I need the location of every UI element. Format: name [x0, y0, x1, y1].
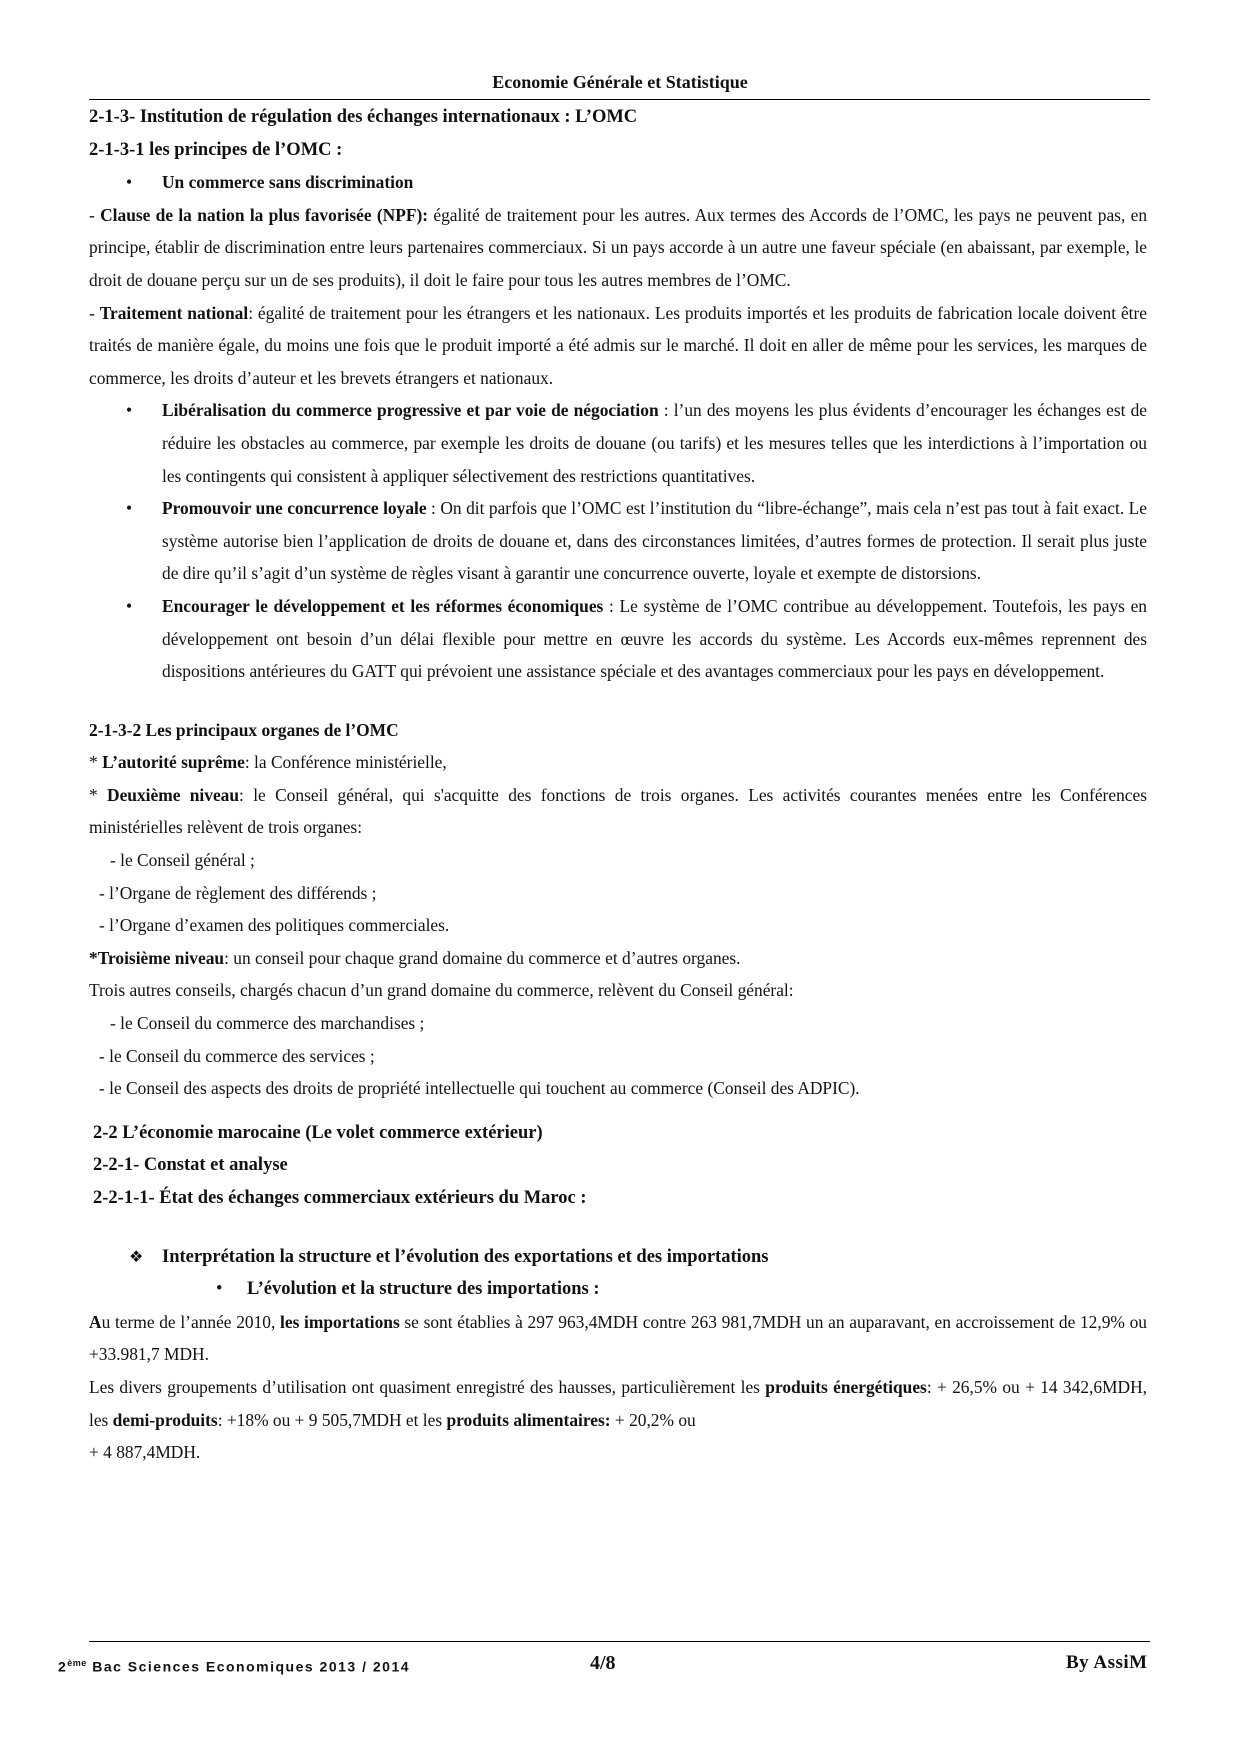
energetiques-label: produits énergétiques: [765, 1376, 927, 1397]
spacer: [89, 688, 1147, 714]
sub-bullet-heading: [89, 1273, 1147, 1306]
troisieme-text: : un conseil pour chaque grand domaine du commerce et d’autres organes.: [224, 947, 741, 968]
text-run: : + 26,5% ou + 14 342,6MDH, les: [89, 1376, 1147, 1430]
bullet-label: Encourager le développement et les réformes économiques: [162, 595, 604, 616]
paragraph-troisieme-niveau: [89, 942, 1147, 975]
footer-course: [58, 1658, 410, 1675]
page-number: 4/8: [590, 1652, 616, 1674]
tn-text: : égalité de traitement pour les étrangers et les nationaux. Les produits importés et les produits de fabrication locale doivent être traités de manière égale, du moins une fois que le produit importé a été admis sur le marché. Il doit en aller de même pour les services, les marques de commerce, les droits d’auteur et les brevets étrangers et nationaux.: [89, 302, 1148, 388]
footer-divider: [89, 1641, 1150, 1642]
bullet-label: Libéralisation du commerce progressive et par voie de négociation: [162, 400, 659, 421]
drop-initial: A: [89, 1311, 102, 1332]
diamond-bullet-icon: ❖: [129, 1246, 144, 1266]
diamond-heading-text: Interprétation la structure et l’évolution des exportations et des importations: [162, 1246, 769, 1267]
autorite-label: L’autorité suprême: [102, 752, 245, 773]
bullet-icon: •: [126, 595, 133, 616]
section-title-2-2: 2-2 L’économie marocaine (Le volet commerce extérieur): [93, 1122, 543, 1143]
diamond-heading: [89, 1241, 1147, 1274]
footer-author: By AssiM: [1066, 1652, 1148, 1673]
list-item: - l’Organe de règlement des différends ;: [99, 882, 377, 903]
tn-label: Traitement national: [99, 302, 249, 323]
bullet-icon: •: [126, 400, 133, 421]
troisieme-label: *Troisième niveau: [89, 947, 225, 968]
text-run: + 20,2% ou: [610, 1409, 696, 1430]
footer-course-number: 2: [58, 1658, 68, 1675]
deuxieme-text: : le Conseil général, qui s'acquitte des fonctions de trois organes. Les activités courantes menées entre les Conférences ministérielles relèvent de trois organes:: [89, 784, 1147, 838]
text-run: u terme de l’année 2010,: [101, 1311, 281, 1332]
bullet-text: : Le système de l’OMC contribue au développement. Toutefois, les pays en développement ont besoin d’un délai flexible pour mettre en œuvre les accords du système. Les Accords eux-mêmes reprennent des dispositions antérieures du GATT qui prévoient une assistance spéciale et des avantages commerciaux pour les pays en développement.: [162, 595, 1147, 682]
bullet-heading: [89, 166, 1147, 199]
section-title-2-1-3-1: 2-1-3-1 les principes de l’OMC :: [89, 139, 343, 160]
paragraph-traitement-national: - Traitement national: égalité de traitement pour les étrangers et les nationaux. Les produits importés et les produits de fabrication locale doivent être traités de manière égale, du moins une fois que le produit importé a été admis sur le marché. Il doit en aller de même pour les services, les marques de commerce, les droits d’auteur et les brevets étrangers et nationaux.: [89, 302, 1148, 388]
bullet-label: Un commerce sans discrimination: [162, 172, 414, 193]
paragraph-groupements: [89, 1371, 1147, 1436]
bullet-liberalisation: [89, 394, 1147, 492]
section-title-2-2-1-1: 2-2-1-1- État des échanges commerciaux extérieurs du Maroc :: [93, 1188, 587, 1208]
list-item: - le Conseil des aspects des droits de propriété intellectuelle qui touchent au commerce (Conseil des ADPIC).: [99, 1078, 860, 1099]
page-content: [89, 101, 1147, 1469]
paragraph-groupements-end: + 4 887,4MDH.: [89, 1442, 201, 1463]
npf-text: égalité de traitement pour les autres. Aux termes des Accords de l’OMC, les pays ne peuvent pas, en principe, établir de discrimination entre leurs partenaires commerciaux. Si un pays accorde à un autre une faveur spéciale (en abaissant, par exemple, le droit de douane perçu sur un de ses produits), il doit le faire pour tous les autres membres de l’OMC.: [89, 204, 1148, 290]
section-title-2-1-3: 2-1-3- Institution de régulation des échanges internationaux : L’OMC: [89, 107, 638, 127]
paragraph-importations: [89, 1306, 1147, 1371]
demi-produits-label: demi-produits: [112, 1409, 218, 1430]
list-item: - l’Organe d’examen des politiques commerciales.: [99, 915, 450, 936]
bullet-text: : On dit parfois que l’OMC est l’institution du “libre-échange”, mais cela n’est pas tout à fait exact. Le système autorise bien l’application de droits de douane et, dans des circonstances limitées, d’autres formes de protection. Il serait plus juste de dire qu’il s’agit d’un système de règles visant à garantir une concurrence ouverte, loyale et exempte de distorsions.: [162, 498, 1147, 584]
deuxieme-label: Deuxième niveau: [107, 784, 240, 805]
list-item: - le Conseil du commerce des services ;: [99, 1045, 375, 1066]
footer-course-text: Bac Sciences Economiques 2013 / 2014: [86, 1658, 411, 1675]
star-marker: *: [89, 752, 98, 773]
text-run: se sont établies à 297 963,4MDH contre 263 981,7MDH un an auparavant, en accroissement de 12,9% ou +33.981,7 MDH.: [89, 1311, 1147, 1365]
bullet-text: : l’un des moyens les plus évidents d’encourager les échanges est de réduire les obstacles au commerce, par exemple les droits de douane (ou tarifs) et les mesures telles que les interdictions à l’importation ou les contingents qui consistent à appliquer sélectivement des restrictions quantitatives.: [162, 400, 1147, 486]
bullet-concurrence: [89, 492, 1147, 590]
paragraph-autorite: [89, 746, 1147, 779]
page-header-title: Economie Générale et Statistique: [492, 72, 748, 92]
text-run: : +18% ou + 9 505,7MDH et les: [217, 1409, 447, 1430]
sub-bullet-text: L’évolution et la structure des importations :: [247, 1279, 600, 1300]
text-run: Les divers groupements d’utilisation ont quasiment enregistré des hausses, particulièrement les: [89, 1376, 766, 1397]
section-title-2-2-1: 2-2-1- Constat et analyse: [93, 1155, 288, 1176]
paragraph-deuxieme-niveau: [89, 779, 1147, 844]
list-item: - le Conseil du commerce des marchandises ;: [110, 1013, 425, 1034]
star-marker: *: [89, 784, 98, 805]
header-divider: [89, 99, 1150, 100]
importations-label: les importations: [280, 1311, 400, 1332]
bullet-developpement: [89, 590, 1147, 688]
bullet-label: Promouvoir une concurrence loyale: [162, 498, 427, 519]
alimentaires-label: produits alimentaires:: [446, 1409, 611, 1430]
npf-label: Clause de la nation la plus favorisée (NPF):: [100, 204, 429, 225]
bullet-icon: •: [126, 498, 133, 519]
bullet-icon: •: [216, 1279, 223, 1300]
list-item: - le Conseil général ;: [110, 850, 255, 871]
bullet-icon: •: [126, 172, 133, 193]
spacer: [89, 1105, 1147, 1117]
autorite-text: : la Conférence ministérielle,: [244, 752, 447, 773]
paragraph-trois-conseils: Trois autres conseils, chargés chacun d’un grand domaine du commerce, relèvent du Conseil général:: [89, 980, 794, 1001]
footer-course-sup: ème: [67, 1658, 87, 1668]
section-title-2-1-3-2: 2-1-3-2 Les principaux organes de l’OMC: [89, 719, 399, 740]
paragraph-npf: - Clause de la nation la plus favorisée (NPF): égalité de traitement pour les autres. Aux termes des Accords de l’OMC, les pays ne peuvent pas, en principe, établir de discrimination entre leurs partenaires commerciaux. Si un pays accorde à un autre une faveur spéciale (en abaissant, par exemple, le droit de douane perçu sur un de ses produits), il doit le faire pour tous les autres membres de l’OMC.: [89, 204, 1148, 290]
spacer: [89, 1215, 1147, 1241]
